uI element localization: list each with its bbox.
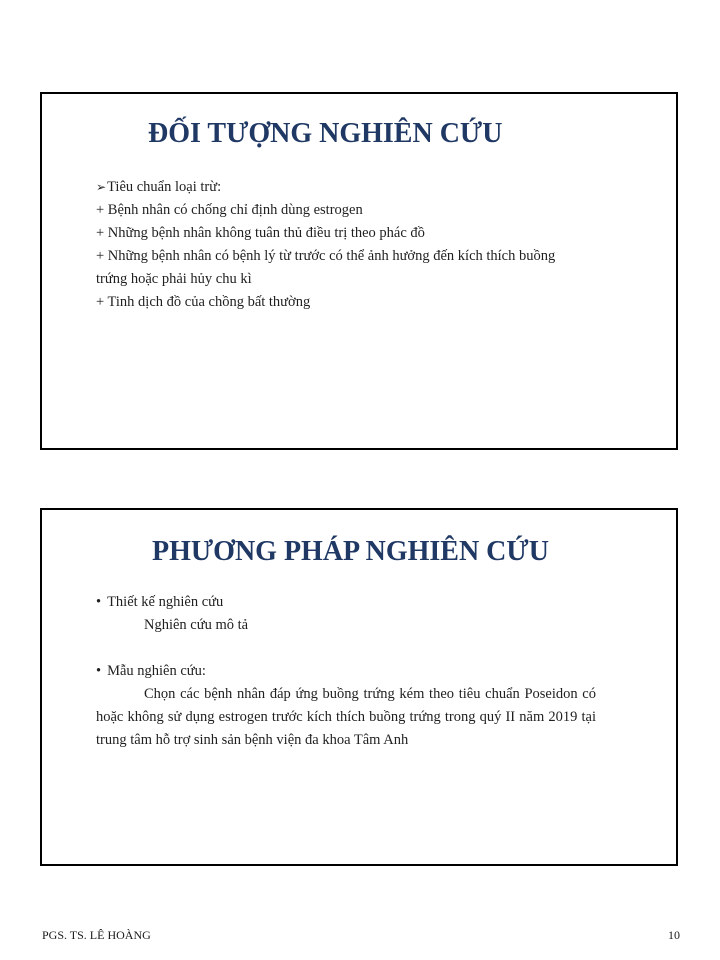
method-item-label: Mẫu nghiên cứu:	[107, 663, 206, 679]
slide-title-phuong-phap: PHƯƠNG PHÁP NGHIÊN CỨU	[152, 536, 549, 567]
criteria-heading-row	[96, 176, 576, 199]
criteria-item: + Những bệnh nhân có bệnh lý từ trước có thể ảnh hưởng đến kích thích buồng trứng hoặc phải hủy chu kì	[96, 248, 556, 287]
method-item-label: Thiết kế nghiên cứu	[107, 594, 224, 610]
slide-body-doi-tuong	[96, 176, 576, 314]
slide-body-phuong-phap	[96, 591, 596, 752]
bullet-dot-icon: •	[96, 663, 102, 679]
criteria-heading: Tiêu chuẩn loại trừ:	[107, 179, 222, 195]
slide-doi-tuong	[40, 92, 678, 450]
list-item	[96, 660, 596, 683]
slide-phuong-phap	[40, 508, 678, 866]
criteria-item: + Những bệnh nhân không tuân thủ điều trị theo phác đồ	[96, 225, 425, 241]
method-item-detail: Nghiên cứu mô tả	[144, 617, 249, 633]
slide-title-doi-tuong: ĐỐI TƯỢNG NGHIÊN CỨU	[148, 118, 503, 149]
criteria-item: + Bệnh nhân có chống chỉ định dùng estrogen	[96, 202, 363, 218]
spacer	[96, 637, 596, 660]
bullet-dot-icon: •	[96, 594, 102, 610]
footer-author: PGS. TS. LÊ HOÀNG	[42, 928, 151, 942]
list-item	[96, 591, 596, 614]
method-item-detail: Chọn các bệnh nhân đáp ứng buồng trứng kém theo tiêu chuẩn Poseidon có hoặc không sử dụng estrogen trước kích thích buồng trứng trong quý II năm 2019 tại trung tâm hỗ trợ sinh sản bệnh viện đa khoa Tâm Anh	[96, 686, 596, 748]
arrow-bullet-icon: ➢	[96, 180, 107, 194]
page-number: 10	[668, 928, 680, 942]
criteria-item: + Tinh dịch đồ của chồng bất thường	[96, 294, 311, 310]
